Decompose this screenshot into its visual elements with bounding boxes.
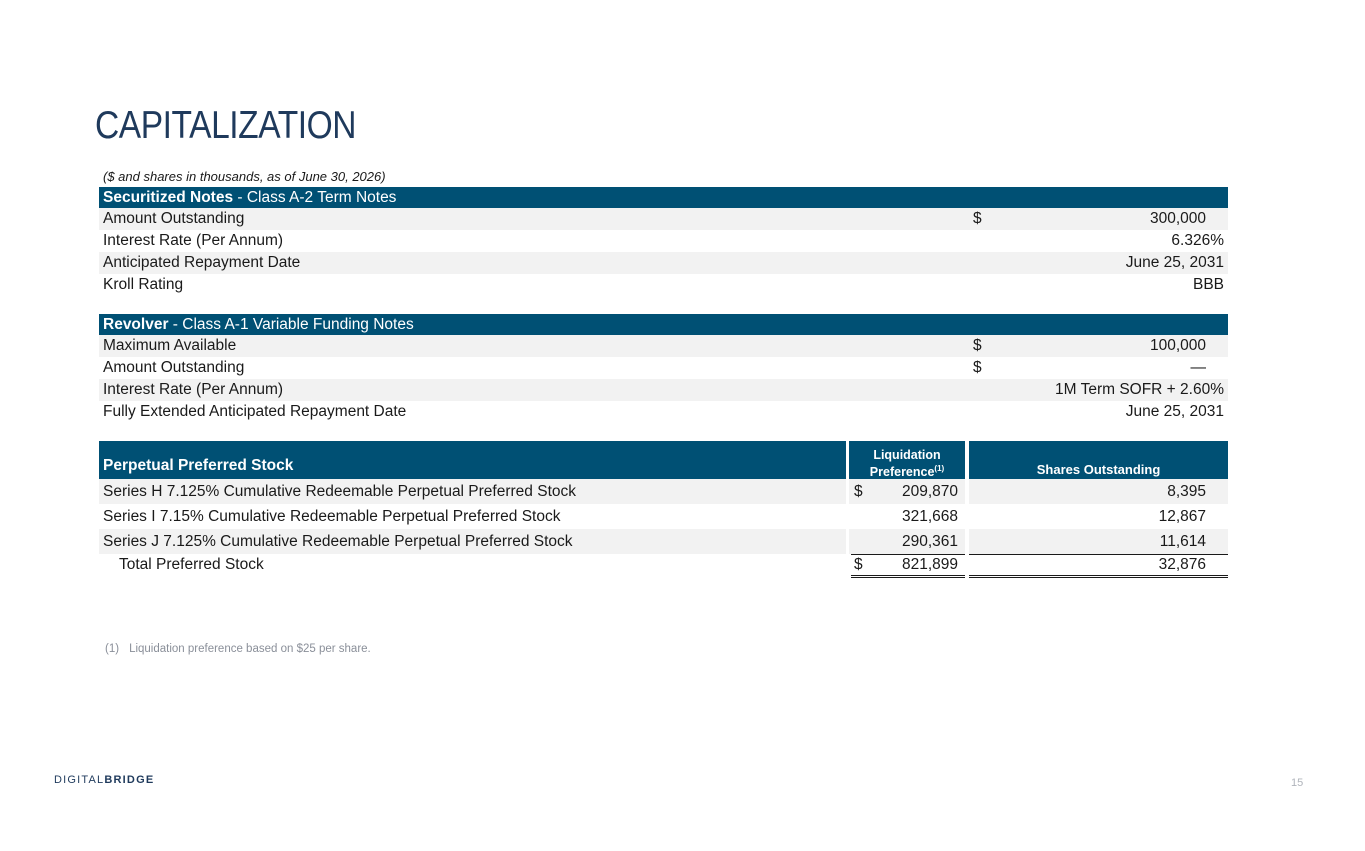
table-row (99, 208, 1228, 230)
total-double-rule (969, 575, 1228, 578)
table-row (99, 274, 1228, 296)
row-label: Maximum Available (103, 337, 237, 354)
liquidation-header-line2: Preference (869, 465, 935, 480)
liquidation-header-line1: Liquidation (873, 448, 941, 462)
total-currency: $ (854, 556, 863, 573)
footnote-marker: (1) (934, 464, 945, 473)
revolver-header-bold: Revolver (103, 316, 169, 333)
row-currency: $ (973, 359, 982, 376)
row-label: Amount Outstanding (103, 359, 245, 376)
row-label: Anticipated Repayment Date (103, 254, 301, 271)
table-row (99, 230, 1228, 252)
securitized-notes-header-bold: Securitized Notes (103, 189, 234, 206)
row-label: Series H 7.125% Cumulative Redeemable Perpetual Preferred Stock (103, 483, 576, 500)
liquidation-value: 209,870 (901, 483, 958, 500)
row-value: 6.326% (1171, 232, 1224, 249)
row-currency: $ (973, 210, 982, 227)
row-value: June 25, 2031 (1125, 403, 1224, 420)
company-logo (54, 774, 154, 786)
preferred-stock-header-label: Perpetual Preferred Stock (99, 441, 846, 479)
total-row (99, 554, 1228, 578)
row-value: BBB (1192, 276, 1224, 293)
liquidation-value: 321,668 (901, 508, 958, 525)
total-label: Total Preferred Stock (119, 556, 264, 573)
table-row (99, 379, 1228, 401)
table-row (99, 401, 1228, 423)
liquidation-preference-header (849, 441, 965, 479)
table-row (99, 357, 1228, 379)
page-title: CAPITALIZATION (95, 104, 357, 147)
row-value: 1M Term SOFR + 2.60% (1055, 381, 1224, 398)
securitized-notes-header-rest: - Class A-2 Term Notes (233, 189, 397, 206)
row-currency: $ (854, 483, 863, 500)
shares-value: 8,395 (1167, 483, 1206, 500)
row-value: 100,000 (1149, 337, 1206, 354)
preferred-stock-header (99, 441, 1228, 479)
total-double-rule (851, 575, 965, 578)
row-label: Interest Rate (Per Annum) (103, 232, 284, 249)
revolver-header (99, 314, 1228, 335)
total-shares-value: 32,876 (1158, 556, 1206, 573)
row-value: June 25, 2031 (1125, 254, 1224, 271)
revolver-table (99, 314, 1228, 423)
row-currency: $ (973, 337, 982, 354)
row-label: Kroll Rating (103, 276, 184, 293)
shares-outstanding-header: Shares Outstanding (969, 441, 1228, 479)
row-label: Series J 7.125% Cumulative Redeemable Perpetual Preferred Stock (103, 533, 573, 550)
page-number: 15 (1291, 777, 1304, 789)
table-row (99, 335, 1228, 357)
liquidation-value: 290,361 (901, 533, 958, 550)
row-label: Interest Rate (Per Annum) (103, 381, 284, 398)
footnote-number: (1) (105, 643, 120, 655)
units-note: ($ and shares in thousands, as of June 30, 2026) (103, 169, 386, 184)
revolver-header-rest: - Class A-1 Variable Funding Notes (168, 316, 414, 333)
logo-text-bridge: BRIDGE (104, 774, 155, 786)
preferred-stock-table (99, 441, 1228, 578)
shares-value: 12,867 (1158, 508, 1206, 525)
table-row (99, 252, 1228, 274)
footnote (105, 643, 371, 655)
table-row (99, 479, 1228, 504)
row-label: Amount Outstanding (103, 210, 245, 227)
row-label: Fully Extended Anticipated Repayment Date (103, 403, 407, 420)
securitized-notes-header (99, 187, 1228, 208)
shares-value: 11,614 (1159, 533, 1206, 550)
securitized-notes-table (99, 187, 1228, 296)
total-liquidation-value: 821,899 (901, 556, 958, 573)
row-label: Series I 7.15% Cumulative Redeemable Perpetual Preferred Stock (103, 508, 561, 525)
table-row (99, 504, 1228, 529)
footnote-text: Liquidation preference based on $25 per share. (129, 643, 371, 655)
table-row (99, 529, 1228, 554)
row-value: 300,000 (1149, 210, 1206, 227)
row-value: — (1190, 359, 1206, 376)
logo-text-digital: DIGITAL (54, 774, 105, 786)
